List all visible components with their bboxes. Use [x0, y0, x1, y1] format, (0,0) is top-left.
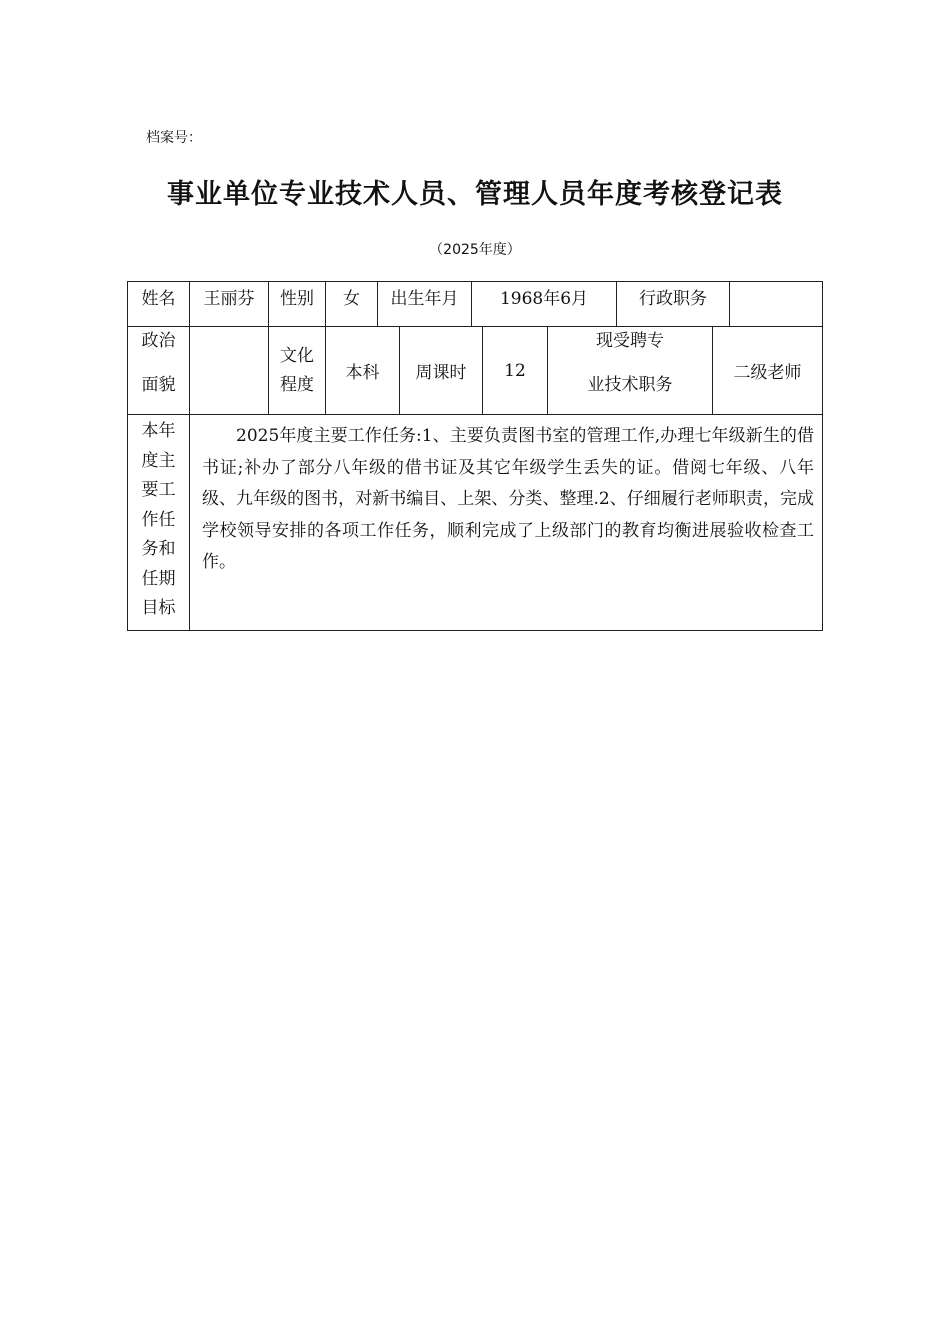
work-tasks-label-line: 任期	[141, 568, 176, 589]
education-label-line2: 程度	[280, 374, 314, 395]
politics-label	[128, 327, 190, 414]
weekly-hours-value: 12	[483, 327, 548, 414]
gender-label: 性别	[269, 282, 326, 326]
politics-value	[190, 327, 269, 414]
work-tasks-label-line: 务和	[141, 539, 176, 559]
politics-label-line2: 面貌	[141, 375, 176, 395]
position-label	[548, 327, 713, 414]
work-tasks-content-cell	[190, 415, 822, 630]
education-value: 本科	[326, 327, 400, 414]
archive-number-label: 档案号：	[146, 130, 202, 146]
table-row-basic-info	[127, 281, 823, 327]
work-tasks-label-line: 度主	[141, 450, 176, 471]
birth-label: 出生年月	[378, 282, 472, 326]
education-label-line1: 文化	[280, 345, 314, 366]
work-tasks-label-line: 目标	[141, 598, 176, 618]
position-label-line1: 现受聘专	[596, 331, 664, 351]
admin-post-label: 行政职务	[617, 282, 730, 326]
position-label-line2: 业技术职务	[587, 375, 673, 395]
year-label: （2025年度）	[429, 242, 521, 258]
name-value: 王丽芬	[190, 282, 269, 326]
weekly-hours-label: 周课时	[400, 327, 483, 414]
politics-label-line1: 政治	[141, 331, 176, 351]
table-row-detail-info	[127, 326, 823, 415]
name-label: 姓名	[128, 282, 190, 326]
work-tasks-label-line: 要工	[141, 480, 176, 500]
work-tasks-content: 2025年度主要工作任务:1、主要负责图书室的管理工作,办理七年级新生的借书证;补办了部分八年级的借书证及其它年级学生丢失的证。借阅七年级、八年级、九年级的图书，对新书编目、上架、分类、整理.2、仔细履行老师职责，完成学校领导安排的各项工作任务，顺利完成了上级部门的教育均衡进展验收检查工作。	[202, 426, 814, 572]
work-tasks-label	[128, 415, 190, 630]
form-title: 事业单位专业技术人员、管理人员年度考核登记表	[167, 179, 783, 210]
birth-value: 1968年6月	[472, 282, 617, 326]
education-label	[269, 327, 326, 414]
admin-post-value	[730, 282, 822, 326]
work-tasks-label-line: 作任	[141, 509, 176, 530]
position-value: 二级老师	[733, 363, 802, 383]
table-row-work-tasks	[127, 414, 823, 631]
gender-value: 女	[326, 282, 378, 326]
work-tasks-label-line: 本年	[141, 421, 176, 441]
